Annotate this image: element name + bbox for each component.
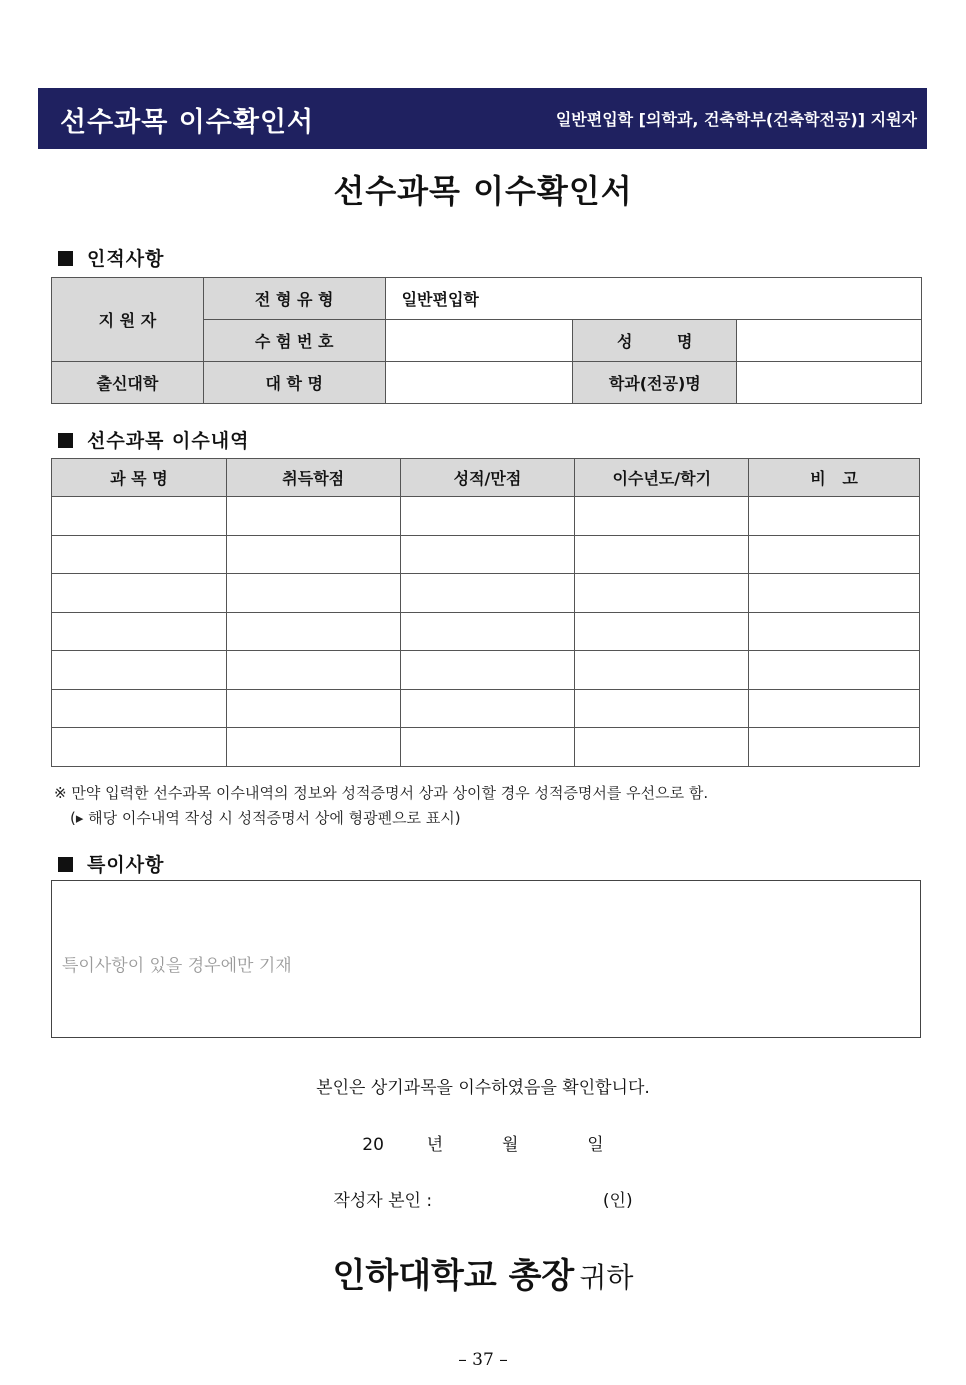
table-cell[interactable] bbox=[226, 689, 400, 728]
author-line bbox=[0, 1186, 966, 1211]
table-cell[interactable] bbox=[52, 651, 227, 690]
origin-university-label: 출신대학 bbox=[52, 362, 204, 404]
department-field[interactable] bbox=[737, 362, 922, 404]
document-title: 선수과목 이수확인서 bbox=[333, 172, 633, 210]
name-field[interactable] bbox=[737, 320, 922, 362]
banner-subtitle: 일반편입학 [의학과, 건축학부(건축학전공)] 지원자 bbox=[555, 110, 917, 129]
square-bullet-icon bbox=[58, 433, 73, 448]
table-cell[interactable] bbox=[575, 689, 749, 728]
day-label: 일 bbox=[587, 1135, 604, 1155]
table-cell[interactable] bbox=[400, 728, 575, 767]
table-cell[interactable] bbox=[400, 535, 575, 574]
special-section-heading: 특이사항 bbox=[58, 850, 164, 877]
table-cell[interactable] bbox=[575, 728, 749, 767]
courses-subnote: (▸ 해당 이수내역 작성 시 성적증명서 상에 형광펜으로 표시) bbox=[70, 809, 461, 827]
admission-type-field[interactable]: 일반편입학 bbox=[385, 278, 921, 320]
table-cell[interactable] bbox=[749, 612, 920, 651]
table-cell[interactable] bbox=[52, 574, 227, 613]
table-cell[interactable] bbox=[226, 651, 400, 690]
table-cell[interactable] bbox=[226, 535, 400, 574]
page-number: – 37 – bbox=[458, 1350, 508, 1370]
addressee bbox=[0, 1248, 966, 1297]
exam-number-field[interactable] bbox=[385, 320, 573, 362]
column-header: 취득학점 bbox=[226, 459, 400, 497]
table-cell[interactable] bbox=[749, 728, 920, 767]
exam-number-label: 수 험 번 호 bbox=[203, 320, 385, 362]
table-cell[interactable] bbox=[749, 651, 920, 690]
table-cell[interactable] bbox=[575, 574, 749, 613]
column-header: 비 고 bbox=[749, 459, 920, 497]
column-header: 과 목 명 bbox=[52, 459, 227, 497]
date-line bbox=[0, 1130, 966, 1155]
courses-section-heading: 선수과목 이수내역 bbox=[58, 426, 249, 453]
table-cell[interactable] bbox=[52, 728, 227, 767]
table-row bbox=[52, 535, 920, 574]
special-notes-placeholder: 특이사항이 있을 경우에만 기재 bbox=[62, 956, 292, 976]
addressee-suffix: 귀하 bbox=[579, 1261, 634, 1294]
table-row bbox=[52, 651, 920, 690]
table-row bbox=[52, 689, 920, 728]
column-header: 성적/만점 bbox=[400, 459, 575, 497]
year-label: 년 bbox=[426, 1135, 444, 1155]
table-cell[interactable] bbox=[749, 574, 920, 613]
special-notes-textarea[interactable] bbox=[51, 880, 921, 1038]
table-cell[interactable] bbox=[226, 574, 400, 613]
personal-info-table bbox=[51, 277, 922, 404]
table-row bbox=[52, 612, 920, 651]
courses-note: ※ 만약 입력한 선수과목 이수내역의 정보와 성적증명서 상과 상이할 경우 성적증명서를 우선으로 함. bbox=[54, 784, 709, 802]
square-bullet-icon bbox=[58, 857, 73, 872]
author-label: 작성자 본인 : bbox=[333, 1191, 433, 1211]
department-label: 학과(전공)명 bbox=[573, 362, 737, 404]
column-header: 이수년도/학기 bbox=[575, 459, 749, 497]
square-bullet-icon bbox=[58, 251, 73, 266]
header-banner bbox=[38, 88, 927, 149]
applicant-label: 지 원 자 bbox=[52, 278, 204, 362]
table-cell[interactable] bbox=[226, 497, 400, 536]
admission-type-label: 전 형 유 형 bbox=[203, 278, 385, 320]
table-cell[interactable] bbox=[52, 535, 227, 574]
table-cell[interactable] bbox=[400, 689, 575, 728]
personal-section-heading: 인적사항 bbox=[58, 244, 164, 271]
table-cell[interactable] bbox=[226, 728, 400, 767]
table-cell[interactable] bbox=[400, 574, 575, 613]
table-cell[interactable] bbox=[749, 535, 920, 574]
name-label: 성 명 bbox=[573, 320, 737, 362]
courses-table bbox=[51, 458, 920, 767]
courses-header-row bbox=[52, 459, 920, 497]
table-cell[interactable] bbox=[400, 651, 575, 690]
table-cell[interactable] bbox=[400, 497, 575, 536]
university-name-field[interactable] bbox=[385, 362, 573, 404]
table-row bbox=[52, 728, 920, 767]
table-cell[interactable] bbox=[52, 497, 227, 536]
banner-title: 선수과목 이수확인서 bbox=[60, 107, 315, 138]
table-cell[interactable] bbox=[52, 612, 227, 651]
university-name-label: 대 학 명 bbox=[203, 362, 385, 404]
confirmation-statement: 본인은 상기과목을 이수하였음을 확인합니다. bbox=[316, 1078, 650, 1098]
month-label: 월 bbox=[502, 1135, 519, 1155]
seal-label: (인) bbox=[602, 1191, 633, 1211]
table-row bbox=[52, 497, 920, 536]
table-cell[interactable] bbox=[749, 497, 920, 536]
table-cell[interactable] bbox=[52, 689, 227, 728]
table-cell[interactable] bbox=[575, 535, 749, 574]
table-cell[interactable] bbox=[575, 612, 749, 651]
table-cell[interactable] bbox=[575, 651, 749, 690]
table-cell[interactable] bbox=[226, 612, 400, 651]
table-cell[interactable] bbox=[400, 612, 575, 651]
addressee-name: 인하대학교 총장 bbox=[332, 1256, 575, 1296]
year-prefix: 20 bbox=[362, 1135, 384, 1155]
table-row bbox=[52, 574, 920, 613]
table-cell[interactable] bbox=[749, 689, 920, 728]
table-cell[interactable] bbox=[575, 497, 749, 536]
